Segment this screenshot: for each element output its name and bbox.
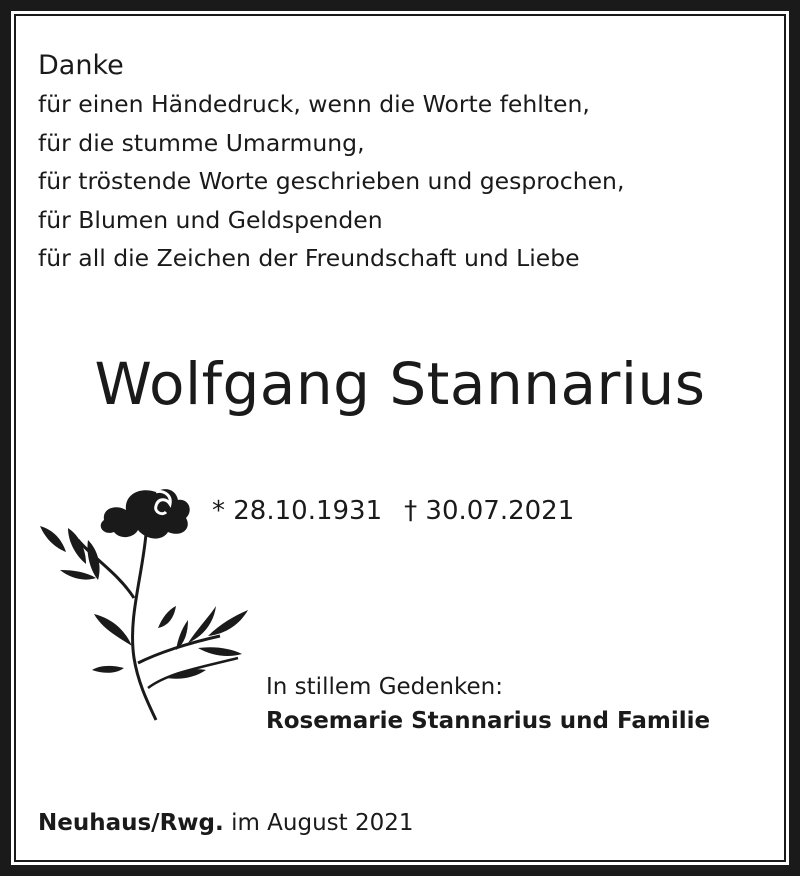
memorial-intro: In stillem Gedenken: — [266, 674, 503, 700]
thank-you-poem — [38, 47, 624, 278]
mourners-family: Rosemarie Stannarius und Familie — [266, 708, 711, 734]
poem-line: für einen Händedruck, wenn die Worte fehlten, — [38, 90, 590, 118]
poem-line: für Blumen und Geldspenden — [38, 205, 383, 234]
life-dates — [212, 493, 574, 529]
poem-line: für die stumme Umarmung, — [38, 128, 365, 157]
footer-date: im August 2021 — [231, 810, 414, 836]
deceased-name: Wolfgang Stannarius — [94, 350, 706, 418]
poem-line: für tröstende Worte geschrieben und gesprochen, — [38, 167, 625, 195]
poem-line: für all die Zeichen der Freundschaft und Liebe — [38, 244, 580, 272]
death-date: † 30.07.2021 — [404, 496, 575, 526]
poem-title: Danke — [38, 50, 124, 81]
footer-place: Neuhaus/Rwg. — [38, 810, 224, 836]
footer — [38, 806, 414, 840]
birth-date: * 28.10.1931 — [212, 496, 383, 526]
